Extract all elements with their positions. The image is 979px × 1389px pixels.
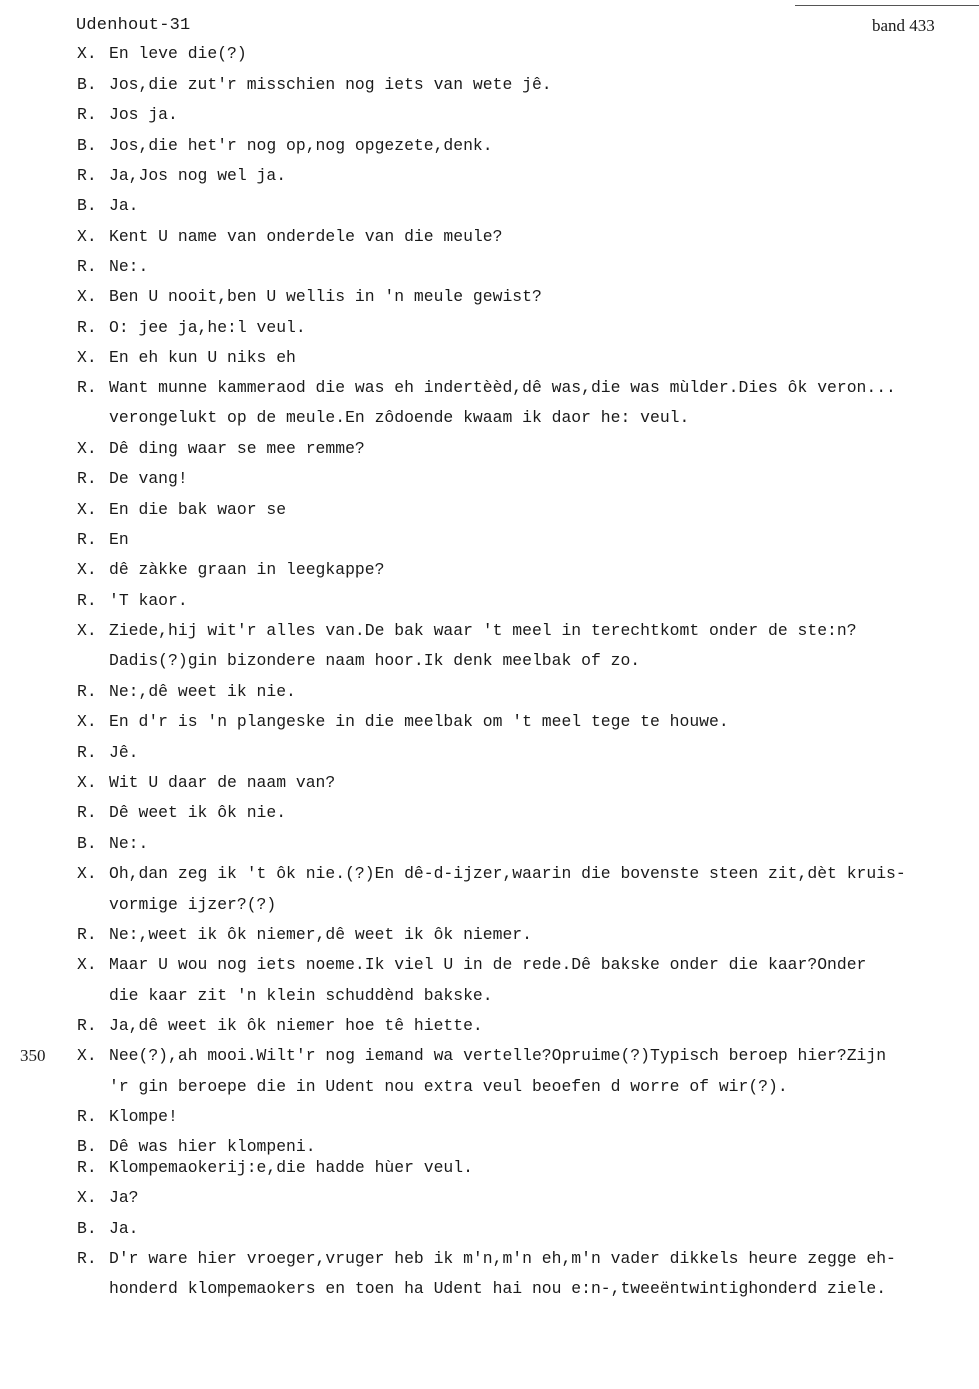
utterance-text: Ziede,hij wit'r alles van.De bak waar 't meel in terechtkomt onder de ste:n? bbox=[109, 621, 857, 640]
speaker-label: X. bbox=[77, 227, 97, 246]
utterance-continuation: verongelukt op de meule.En zôdoende kwaam ik daor he: veul. bbox=[109, 408, 690, 427]
utterance-text: Ja. bbox=[109, 1219, 139, 1238]
transcript-line bbox=[0, 560, 979, 590]
transcript-line bbox=[0, 834, 979, 864]
speaker-label: R. bbox=[77, 1016, 97, 1035]
utterance-text: En die bak waor se bbox=[109, 500, 287, 519]
transcript-line bbox=[0, 75, 979, 105]
transcript-line bbox=[0, 469, 979, 499]
utterance-text: Ja,dê weet ik ôk niemer hoe tê hiette. bbox=[109, 1016, 483, 1035]
transcript-line bbox=[0, 1046, 979, 1076]
utterance-text: Nee(?),ah mooi.Wilt'r nog iemand wa vertelle?Opruime(?)Typisch beroep hier?Zijn bbox=[109, 1046, 887, 1065]
utterance-text: Dê was hier klompeni. bbox=[109, 1137, 316, 1156]
speaker-label: R. bbox=[77, 105, 97, 124]
transcript-line bbox=[0, 1188, 979, 1218]
transcript-line bbox=[0, 1107, 979, 1137]
utterance-text: Ja? bbox=[109, 1188, 139, 1207]
utterance-text: Kent U name van onderdele van die meule? bbox=[109, 227, 503, 246]
tape-label: band 433 bbox=[872, 16, 935, 35]
utterance-text: En bbox=[109, 530, 129, 549]
utterance-text: De vang! bbox=[109, 469, 188, 488]
utterance-text: Ben U nooit,ben U wellis in 'n meule gewist? bbox=[109, 287, 542, 306]
transcript-line bbox=[0, 651, 979, 681]
speaker-label: X. bbox=[77, 44, 97, 63]
speaker-label: X. bbox=[77, 439, 97, 458]
speaker-label: X. bbox=[77, 864, 97, 883]
transcript-line bbox=[0, 591, 979, 621]
utterance-text: Oh,dan zeg ik 't ôk nie.(?)En dê-d-ijzer,waarin die bovenste steen zit,dèt kruis- bbox=[109, 864, 906, 883]
speaker-label: X. bbox=[77, 1046, 97, 1065]
speaker-label: R. bbox=[77, 166, 97, 185]
utterance-text: Ne:. bbox=[109, 257, 149, 276]
transcript-line bbox=[0, 408, 979, 438]
utterance-text: Ne:. bbox=[109, 834, 149, 853]
transcript-line bbox=[0, 682, 979, 712]
speaker-label: B. bbox=[77, 1137, 97, 1156]
utterance-text: Ja,Jos nog wel ja. bbox=[109, 166, 287, 185]
utterance-text: Jos,die zut'r misschien nog iets van wete jê. bbox=[109, 75, 552, 94]
speaker-label: R. bbox=[77, 1158, 97, 1177]
transcript-line bbox=[0, 712, 979, 742]
transcript-line bbox=[0, 44, 979, 74]
transcript-line bbox=[0, 257, 979, 287]
transcript-line bbox=[0, 500, 979, 530]
utterance-text: Want munne kammeraod die was eh indertèèd,dê was,die was mùlder.Dies ôk veron... bbox=[109, 378, 896, 397]
transcript-line bbox=[0, 743, 979, 773]
transcript-line bbox=[0, 621, 979, 651]
transcript-line bbox=[0, 1016, 979, 1046]
speaker-label: R. bbox=[77, 1249, 97, 1268]
speaker-label: X. bbox=[77, 348, 97, 367]
speaker-label: R. bbox=[77, 803, 97, 822]
speaker-label: B. bbox=[77, 196, 97, 215]
utterance-text: Ne:,weet ik ôk niemer,dê weet ik ôk niemer. bbox=[109, 925, 532, 944]
speaker-label: R. bbox=[77, 682, 97, 701]
utterance-text: Ne:,dê weet ik nie. bbox=[109, 682, 296, 701]
speaker-label: X. bbox=[77, 287, 97, 306]
utterance-text: Dê weet ik ôk nie. bbox=[109, 803, 287, 822]
speaker-label: R. bbox=[77, 530, 97, 549]
transcript-line bbox=[0, 1279, 979, 1309]
speaker-label: X. bbox=[77, 500, 97, 519]
speaker-label: X. bbox=[77, 712, 97, 731]
transcript-line bbox=[0, 348, 979, 378]
transcript-line bbox=[0, 318, 979, 348]
utterance-continuation: honderd klompemaokers en toen ha Udent hai nou e:n-,tweeëntwintighonderd ziele. bbox=[109, 1279, 887, 1298]
utterance-continuation: die kaar zit 'n klein schuddènd bakske. bbox=[109, 986, 493, 1005]
utterance-text: 'T kaor. bbox=[109, 591, 188, 610]
transcript-line bbox=[0, 530, 979, 560]
speaker-label: B. bbox=[77, 75, 97, 94]
speaker-label: B. bbox=[77, 1219, 97, 1238]
utterance-text: Klompe! bbox=[109, 1107, 178, 1126]
utterance-text: Dê ding waar se mee remme? bbox=[109, 439, 365, 458]
transcript-line bbox=[0, 895, 979, 925]
transcript-line bbox=[0, 287, 979, 317]
speaker-label: R. bbox=[77, 743, 97, 762]
transcript-line bbox=[0, 773, 979, 803]
utterance-text: Jê. bbox=[109, 743, 139, 762]
margin-counter: 350 bbox=[20, 1046, 46, 1065]
utterance-continuation: 'r gin beroepe die in Udent nou extra veul beoefen d worre of wir(?). bbox=[109, 1077, 788, 1096]
transcript-line bbox=[0, 986, 979, 1016]
utterance-text: dê zàkke graan in leegkappe? bbox=[109, 560, 385, 579]
transcript-line bbox=[0, 1219, 979, 1249]
transcript-line bbox=[0, 864, 979, 894]
transcript-line bbox=[0, 105, 979, 135]
speaker-label: X. bbox=[77, 1188, 97, 1207]
speaker-label: R. bbox=[77, 925, 97, 944]
utterance-text: Maar U wou nog iets noeme.Ik viel U in de rede.Dê bakske onder die kaar?Onder bbox=[109, 955, 867, 974]
speaker-label: X. bbox=[77, 773, 97, 792]
transcript-line bbox=[0, 955, 979, 985]
utterance-text: En d'r is 'n plangeske in die meelbak om 't meel tege te houwe. bbox=[109, 712, 729, 731]
transcript-line bbox=[0, 136, 979, 166]
utterance-text: Jos ja. bbox=[109, 105, 178, 124]
speaker-label: B. bbox=[77, 136, 97, 155]
top-rule bbox=[795, 5, 979, 6]
utterance-text: Jos,die het'r nog op,nog opgezete,denk. bbox=[109, 136, 493, 155]
utterance-continuation: vormige ijzer?(?) bbox=[109, 895, 277, 914]
transcript-line bbox=[0, 439, 979, 469]
utterance-text: Wit U daar de naam van? bbox=[109, 773, 336, 792]
utterance-text: En leve die(?) bbox=[109, 44, 247, 63]
transcript-line bbox=[0, 1158, 979, 1188]
speaker-label: X. bbox=[77, 560, 97, 579]
utterance-text: Ja. bbox=[109, 196, 139, 215]
transcript-line bbox=[0, 1077, 979, 1107]
speaker-label: R. bbox=[77, 257, 97, 276]
document-id: Udenhout-31 bbox=[76, 16, 191, 35]
speaker-label: B. bbox=[77, 834, 97, 853]
transcript-line bbox=[0, 227, 979, 257]
speaker-label: R. bbox=[77, 378, 97, 397]
speaker-label: R. bbox=[77, 1107, 97, 1126]
utterance-text: En eh kun U niks eh bbox=[109, 348, 296, 367]
utterance-text: D'r ware hier vroeger,vruger heb ik m'n,m'n eh,m'n vader dikkels heure zegge eh- bbox=[109, 1249, 896, 1268]
utterance-text: Klompemaokerij:e,die hadde hùer veul. bbox=[109, 1158, 473, 1177]
transcript-line bbox=[0, 378, 979, 408]
transcript-line bbox=[0, 803, 979, 833]
transcript-line bbox=[0, 196, 979, 226]
utterance-continuation: Dadis(?)gin bizondere naam hoor.Ik denk meelbak of zo. bbox=[109, 651, 641, 670]
transcript-line bbox=[0, 166, 979, 196]
speaker-label: R. bbox=[77, 318, 97, 337]
transcript-line bbox=[0, 1249, 979, 1279]
speaker-label: R. bbox=[77, 469, 97, 488]
speaker-label: X. bbox=[77, 621, 97, 640]
speaker-label: R. bbox=[77, 591, 97, 610]
utterance-text: O: jee ja,he:l veul. bbox=[109, 318, 306, 337]
transcript-line bbox=[0, 925, 979, 955]
speaker-label: X. bbox=[77, 955, 97, 974]
